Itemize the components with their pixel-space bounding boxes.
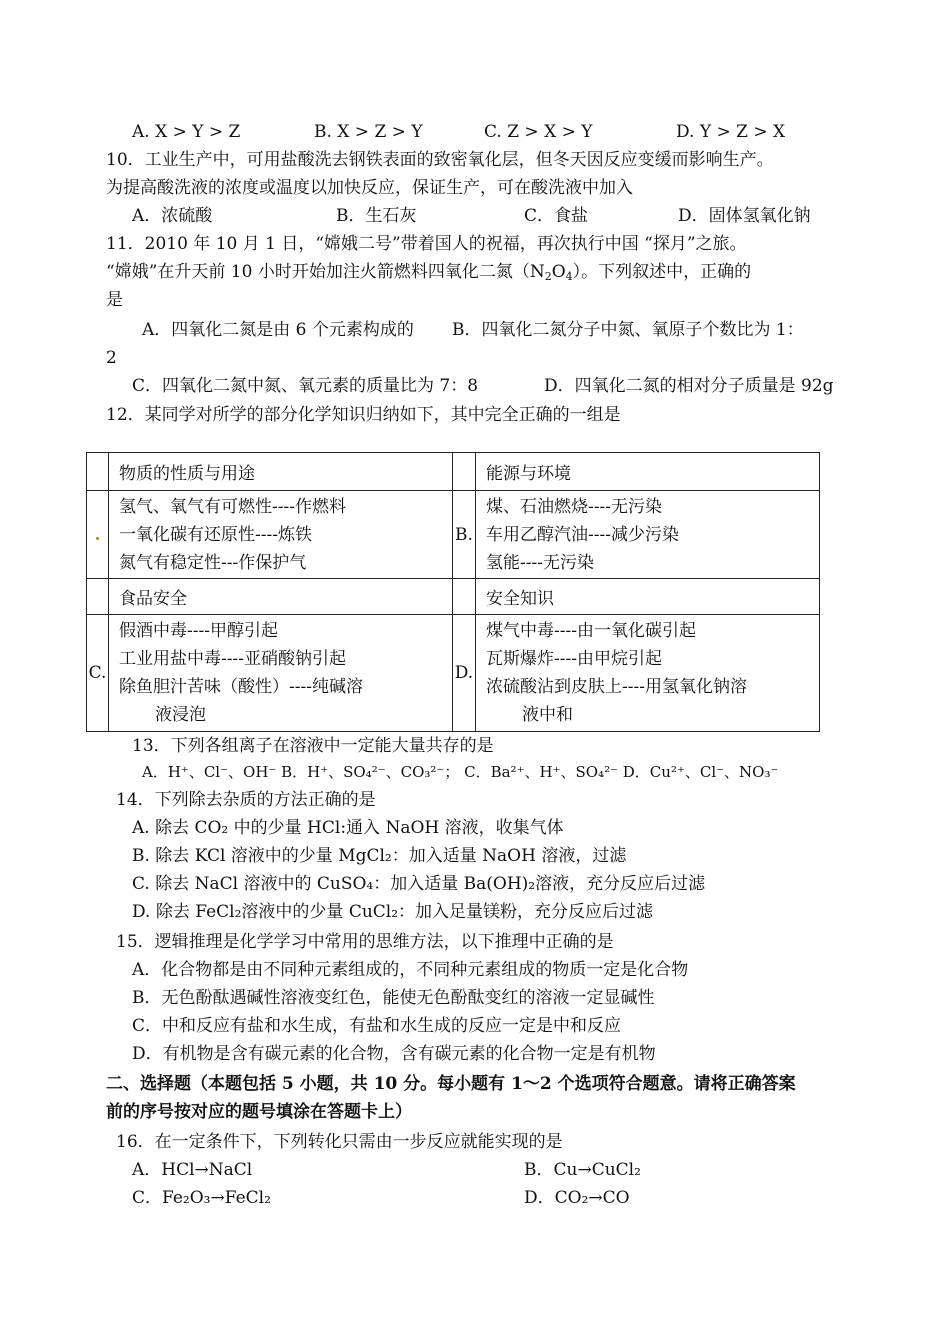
group-b-label: B. bbox=[453, 491, 476, 579]
q15-option-a: A．化合物都是由不同种元素组成的，不同种元素组成的物质一定是化合物 bbox=[132, 960, 689, 980]
section-2-heading: 二、选择题（本题包括 5 小题，共 10 分。每小题有 1～2 个选项符合题意。请将正确答案 bbox=[106, 1074, 796, 1094]
group-a-line: 氮气有稳定性---作保护气 bbox=[119, 552, 307, 573]
q11-stem-line3: 是 bbox=[106, 290, 123, 310]
group-a-line: 氢气、氧气有可燃性----作燃料 bbox=[119, 496, 346, 517]
group-d-label: D. bbox=[453, 615, 476, 732]
q15-option-d: D．有机物是含有碳元素的化合物，含有碳元素的化合物一定是有机物 bbox=[132, 1044, 656, 1064]
group-c-line: 工业用盐中毒----亚硝酸钠引起 bbox=[119, 649, 346, 669]
group-c-content bbox=[109, 615, 453, 732]
q16-option-a: A．HCl→NaCl bbox=[132, 1160, 253, 1180]
q9-option-b: B. X > Z > Y bbox=[314, 122, 423, 142]
q9-option-a: A. X > Y > Z bbox=[132, 122, 241, 142]
q10-stem-line2: 为提高酸洗液的浓度或温度以加快反应，保证生产，可在酸洗液中加入 bbox=[106, 178, 633, 198]
group-d-title: 安全知识 bbox=[476, 579, 820, 615]
q13-options: A．H⁺、Cl⁻、OH⁻ B．H⁺、SO₄²⁻、CO₃²⁻； C．Ba²⁺、H⁺、SO₄²⁻ D．Cu²⁺、Cl⁻、NO₃⁻ bbox=[142, 763, 779, 781]
q11-option-b: B．四氧化二氮分子中氮、氧原子个数比为 1： bbox=[452, 320, 804, 340]
group-b-content bbox=[476, 491, 820, 579]
section-2-heading-cont: 前的序号按对应的题号填涂在答题卡上） bbox=[106, 1102, 412, 1122]
q9-option-d: D. Y > Z > X bbox=[676, 122, 786, 142]
group-c-title: 食品安全 bbox=[109, 579, 453, 615]
group-b-line: 氢能----无污染 bbox=[486, 552, 594, 573]
q10-option-b: B．生石灰 bbox=[336, 206, 417, 226]
q12-stem: 12．某同学对所学的部分化学知识归纳如下，其中完全正确的一组是 bbox=[106, 405, 621, 425]
q15-option-c: C．中和反应有盐和水生成，有盐和水生成的反应一定是中和反应 bbox=[132, 1016, 622, 1036]
group-c-line: 液浸泡 bbox=[155, 705, 206, 725]
q15-stem: 15．逻辑推理是化学学习中常用的思维方法，以下推理中正确的是 bbox=[116, 932, 614, 952]
group-d-line: 瓦斯爆炸----由甲烷引起 bbox=[486, 649, 662, 669]
q14-option-c: C. 除去 NaCl 溶液中的 CuSO₄：加入适量 Ba(OH)₂溶液，充分反应后过滤 bbox=[132, 874, 706, 894]
q16-stem: 16．在一定条件下，下列转化只需由一步反应就能实现的是 bbox=[116, 1132, 563, 1152]
q11-option-c: C．四氧化二氮中氮、氧元素的质量比为 7：8 bbox=[132, 376, 479, 396]
q10-option-d: D．固体氢氧化钠 bbox=[678, 206, 811, 226]
group-d-line: 液中和 bbox=[522, 705, 573, 725]
group-d-content bbox=[476, 615, 820, 732]
group-d-line: 浓硫酸沾到皮肤上----用氢氧化钠溶 bbox=[486, 677, 747, 697]
group-c-label: C. bbox=[87, 615, 109, 732]
q16-option-d: D．CO₂→CO bbox=[524, 1188, 630, 1208]
q11-option-d: D．四氧化二氮的相对分子质量是 92g bbox=[544, 376, 834, 396]
q14-option-a: A. 除去 CO₂ 中的少量 HCl:通入 NaOH 溶液，收集气体 bbox=[132, 818, 564, 838]
q13-stem: 13．下列各组离子在溶液中一定能大量共存的是 bbox=[132, 736, 494, 756]
q11-option-a: A．四氧化二氮是由 6 个元素构成的 bbox=[142, 320, 414, 340]
group-d-line: 煤气中毒----由一氧化碳引起 bbox=[486, 621, 696, 641]
table-cell-empty bbox=[453, 579, 476, 615]
q14-stem: 14．下列除去杂质的方法正确的是 bbox=[116, 790, 376, 810]
q12-knowledge-table bbox=[86, 452, 820, 732]
q10-option-a: A．浓硫酸 bbox=[132, 206, 213, 226]
table-cell-empty bbox=[87, 579, 109, 615]
q16-option-b: B．Cu→CuCl₂ bbox=[524, 1160, 641, 1180]
q10-stem-line1: 10．工业生产中，可用盐酸洗去钢铁表面的致密氧化层，但冬天因反应变缓而影响生产。 bbox=[106, 150, 774, 170]
group-c-line: 假酒中毒----甲醇引起 bbox=[119, 621, 278, 641]
group-a-content bbox=[109, 491, 453, 579]
q9-option-c: C. Z > X > Y bbox=[484, 122, 593, 142]
group-b-line: 煤、石油燃烧----无污染 bbox=[486, 496, 662, 517]
q14-option-d: D. 除去 FeCl₂溶液中的少量 CuCl₂：加入足量镁粉，充分反应后过滤 bbox=[132, 902, 654, 922]
label-dot bbox=[96, 537, 99, 540]
group-b-title: 能源与环境 bbox=[476, 453, 820, 491]
q16-option-c: C．Fe₂O₃→FeCl₂ bbox=[132, 1188, 271, 1208]
q15-option-b: B．无色酚酞遇碱性溶液变红色，能使无色酚酞变红的溶液一定显碱性 bbox=[132, 988, 655, 1008]
table-cell-empty bbox=[87, 453, 109, 491]
q14-option-b: B. 除去 KCl 溶液中的少量 MgCl₂：加入适量 NaOH 溶液，过滤 bbox=[132, 846, 627, 866]
group-c-line: 除鱼胆汁苦味（酸性）----纯碱溶 bbox=[119, 677, 363, 697]
q11-stem-line2: “嫦娥”在升天前 10 小时开始加注火箭燃料四氧化二氮$(N_2O_4)$。下列叙述中，正确的 bbox=[106, 262, 752, 283]
group-a-label bbox=[87, 491, 109, 579]
q11-option-b-cont: 2 bbox=[106, 348, 117, 368]
group-b-line: 车用乙醇汽油----减少污染 bbox=[486, 524, 679, 545]
table-cell-empty bbox=[453, 453, 476, 491]
q10-option-c: C．食盐 bbox=[524, 206, 589, 226]
group-a-line: 一氧化碳有还原性----炼铁 bbox=[119, 524, 312, 545]
group-a-title: 物质的性质与用途 bbox=[109, 453, 453, 491]
q11-stem-line1: 11．2010 年 10 月 1 日，“嫦娥二号”带着国人的祝福，再次执行中国 “探月”之旅。 bbox=[106, 234, 747, 254]
